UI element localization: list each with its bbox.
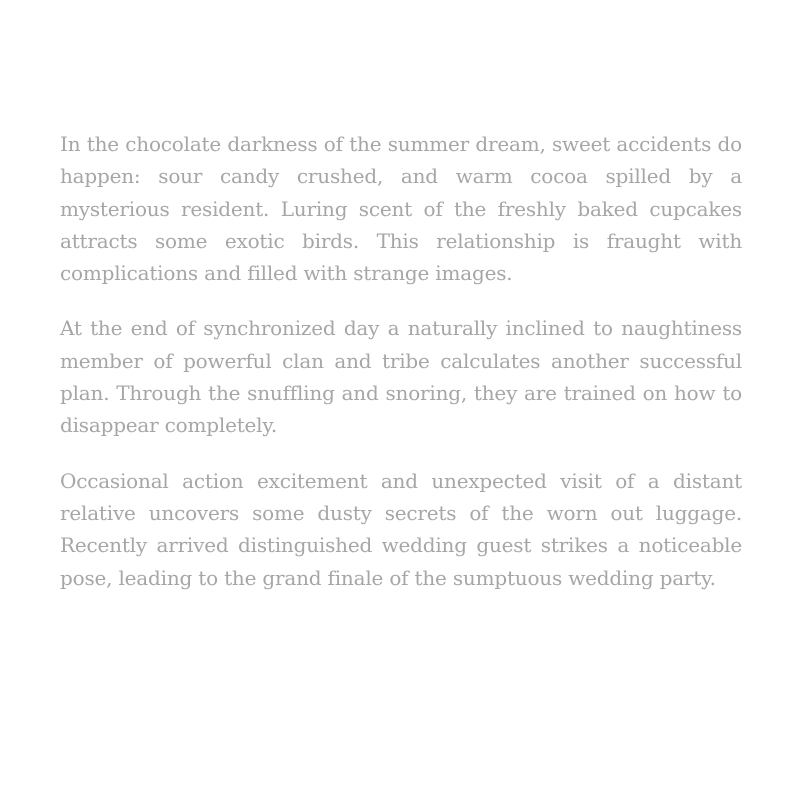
paragraph-3: Occasional action excitement and unexpected visit of a distant relative uncovers some dusty secrets of the worn out luggage. Recently arrived distinguished wedding guest strikes a noticeable pose, leading to the grand finale of the sumptuous wedding party. [60, 468, 742, 590]
paragraph-2: At the end of synchronized day a naturally inclined to naughtiness member of powerful clan and tribe calculates another successful plan. Through the snuffling and snoring, they are trained on how to disappear completely. [60, 316, 742, 438]
paragraph-1: In the chocolate darkness of the summer dream, sweet accidents do happen: sour candy crushed, and warm cocoa spilled by a mysterious resident. Luring scent of the freshly baked cupcakes attracts some exotic birds. This relationship is fraught with complications and filled with strange images. [60, 132, 742, 286]
